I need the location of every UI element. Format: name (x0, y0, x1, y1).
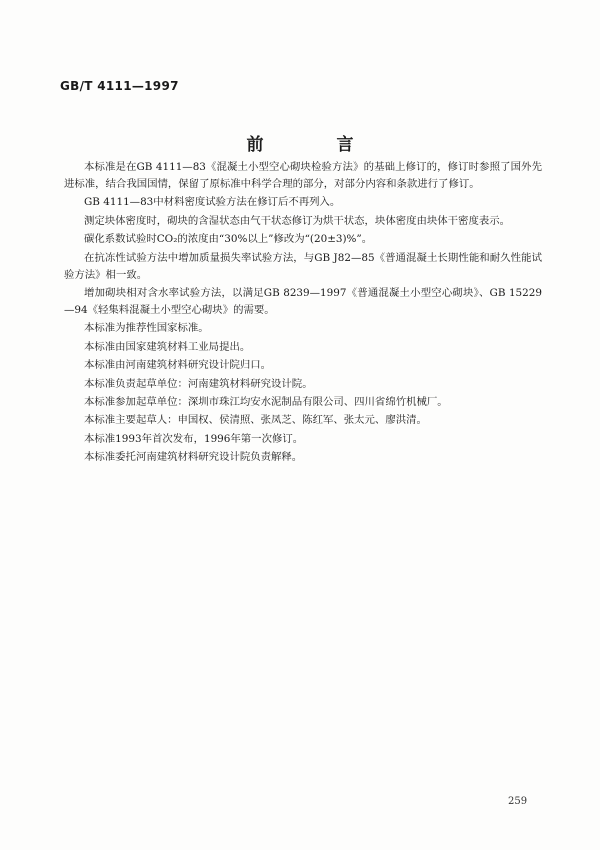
paragraph: 本标准由国家建筑材料工业局提出。 (84, 340, 251, 353)
paragraph: 本标准参加起草单位：深圳市珠江均安水泥制品有限公司、四川省绵竹机械厂。 (84, 395, 448, 408)
page-number: 259 (508, 796, 528, 807)
paragraph: 本标准1993年首次发布，1996年第一次修订。 (84, 432, 304, 445)
page-title: 前 言 (246, 135, 382, 155)
paragraph: 增加砌块相对含水率试验方法，以满足GB 8239—1997《普通混凝土小型空心砌块》、GB 15229—94《轻集料混凝土小型空心砌块》的需要。 (64, 286, 542, 316)
paragraph: 测定块体密度时，砌块的含湿状态由气干状态修订为烘干状态，块体密度由块体干密度表示。 (84, 214, 511, 227)
paragraph: 在抗冻性试验方法中增加质量损失率试验方法，与GB J82—85《普通混凝土长期性能和耐久性能试验方法》相一致。 (64, 251, 542, 281)
standard-number: GB/T 4111—1997 (60, 79, 179, 93)
foreword-body (64, 159, 542, 467)
paragraph: GB 4111—83中材料密度试验方法在修订后不再列入。 (84, 196, 341, 209)
paragraph: 本标准负责起草单位：河南建筑材料研究设计院。 (84, 377, 313, 390)
paragraph: 本标准为推荐性国家标准。 (84, 322, 209, 335)
paragraph: 本标准主要起草人：申国权、侯清照、张凤芝、陈红军、张太元、廖洪清。 (84, 414, 427, 427)
paragraph: 本标准由河南建筑材料研究设计院归口。 (84, 359, 272, 372)
paragraph: 碳化系数试验时CO₂的浓度由“30%以上”修改为“(20±3)%”。 (84, 233, 373, 246)
paragraph: 本标准是在GB 4111—83《混凝土小型空心砌块检验方法》的基础上修订的，修订时参照了国外先进标准，结合我国国情，保留了原标准中科学合理的部分，对部分内容和条款进行了修订。 (64, 161, 542, 190)
paragraph: 本标准委托河南建筑材料研究设计院负责解释。 (84, 451, 303, 464)
